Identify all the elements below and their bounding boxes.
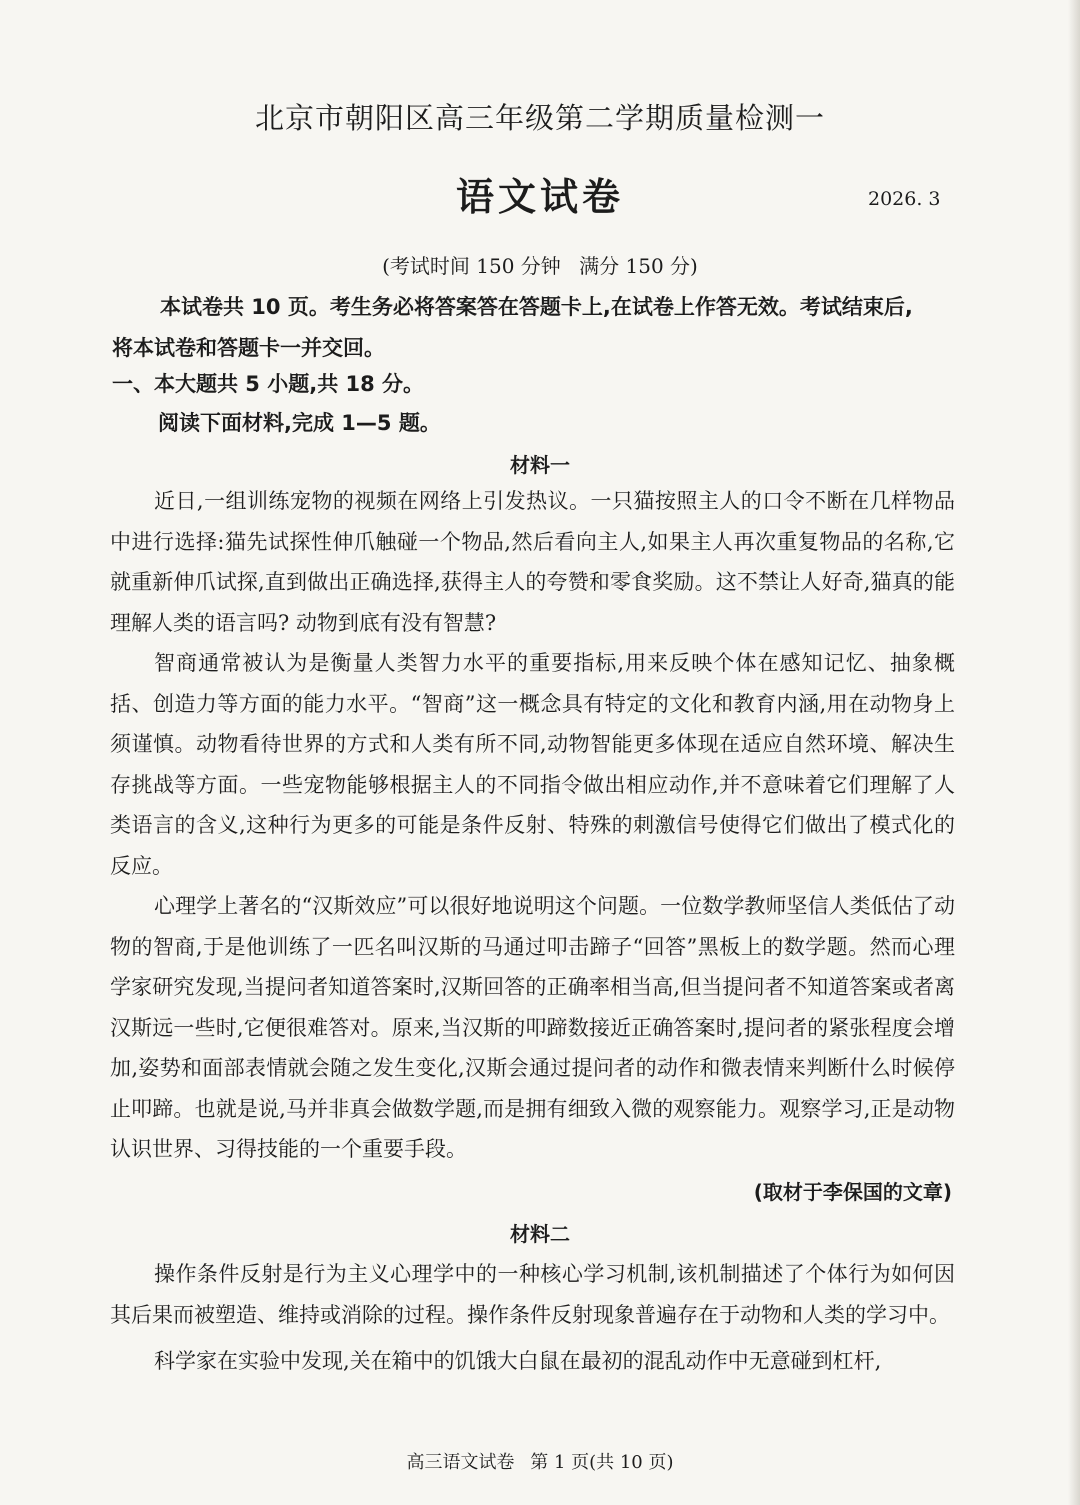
notice-line-1: 本试卷共 10 页。考生务必将答案答在答题卡上,在试卷上作答无效。考试结束后, [160, 295, 913, 319]
section-heading: 一、本大题共 5 小题,共 18 分。 [112, 372, 425, 396]
material-1-paragraph: 智商通常被认为是衡量人类智力水平的重要指标,用来反映个体在感知记忆、抽象概括、创造力等方面的能力水平。“智商”这一概念具有特定的文化和教育内涵,用在动物身上须谨慎。动物看待世界的方式和人类有所不同,动物智能更多体现在适应自然环境、解决生存挑战等方面。一些宠物能够根据主人的不同指令做出相应动作,并不意味着它们理解了人类语言的含义,这种行为更多的可能是条件反射、特殊的刺激信号使得它们做出了模式化的反应。 [110, 651, 955, 878]
full-score: 满分 150 分) [579, 254, 698, 278]
section-instruction: 阅读下面材料,完成 1—5 题。 [158, 411, 441, 435]
material-1-source: (取材于李保国的文章) [753, 1180, 952, 1204]
exam-notice [112, 287, 952, 369]
time-limit: (考试时间 150 分钟 [382, 254, 561, 278]
material-1-paragraph: 近日,一组训练宠物的视频在网络上引发热议。一只猫按照主人的口令不断在几样物品中进行选择:猫先试探性伸爪触碰一个物品,然后看向主人,如果主人再次重复物品的名称,它就重新伸爪试探,直到做出正确选择,获得主人的夸赞和零食奖励。这不禁让人好奇,猫真的能理解人类的语言吗? 动物到底有没有智慧? [110, 489, 955, 635]
material-2-paragraph: 操作条件反射是行为主义心理学中的一种核心学习机制,该机制描述了个体行为如何因其后果而被塑造、维持或消除的过程。操作条件反射现象普遍存在于动物和人类的学习中。 [110, 1262, 955, 1327]
material-1-paragraph: 心理学上著名的“汉斯效应”可以很好地说明这个问题。一位数学教师坚信人类低估了动物的智商,于是他训练了一匹名叫汉斯的马通过叩击蹄子“回答”黑板上的数学题。然而心理学家研究发现,当提问者知道答案时,汉斯回答的正确率相当高,但当提问者不知道答案或者离汉斯远一些时,它便很难答对。原来,当汉斯的叩蹄数接近正确答案时,提问者的紧张程度会增加,姿势和面部表情就会随之发生变化,汉斯会通过提问者的动作和微表情来判断什么时候停止叩蹄。也就是说,马并非真会做数学题,而是拥有细致入微的观察能力。观察学习,正是动物认识世界、习得技能的一个重要手段。 [110, 894, 955, 1161]
material-2-title: 材料二 [510, 1222, 570, 1246]
exam-title: 北京市朝阳区高三年级第二学期质量检测一 [254, 101, 825, 135]
material-1-body [110, 481, 955, 1170]
footer-subject: 高三语文试卷 [406, 1452, 515, 1473]
exam-date: 2026. 3 [868, 188, 941, 210]
subject-title: 语文试卷 [455, 174, 624, 219]
material-2-body [110, 1254, 955, 1382]
material-2-paragraph: 科学家在实验中发现,关在箱中的饥饿大白鼠在最初的混乱动作中无意碰到杠杆, [154, 1349, 882, 1373]
exam-time-info [0, 250, 1080, 279]
notice-line-2: 将本试卷和答题卡一并交回。 [112, 336, 385, 360]
page-footer [0, 1448, 1080, 1474]
page-edge-shadow [1068, 0, 1080, 1505]
footer-page-number: 第 1 页(共 10 页) [530, 1452, 674, 1473]
material-1-title: 材料一 [510, 453, 570, 477]
